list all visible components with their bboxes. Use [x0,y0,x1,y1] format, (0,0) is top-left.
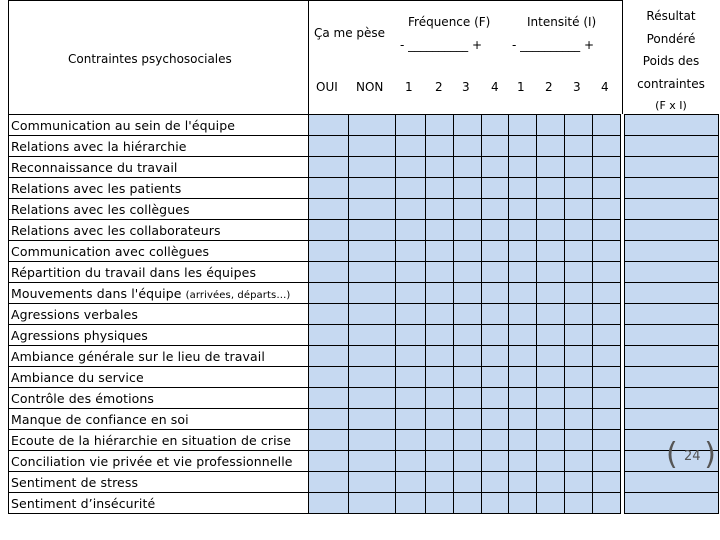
table-row [9,283,719,304]
frequency-cell[interactable] [482,346,509,367]
frequency-cell[interactable] [426,472,454,493]
intensity-cell[interactable] [537,346,565,367]
constraint-label-text: Mouvements dans l'équipe [11,285,182,301]
intensity-cell[interactable] [565,283,593,304]
intensity-scale: - __________ + [512,38,595,52]
constraint-label-text: Communication avec collègues [11,243,210,259]
frequency-cell[interactable] [396,451,426,472]
non-cell[interactable] [349,451,396,472]
table-row [9,493,719,514]
result-cell[interactable] [625,115,719,136]
frequency-cell[interactable] [396,346,426,367]
frequency-cell[interactable] [482,115,509,136]
intensity-cell[interactable] [565,220,593,241]
frequency-cell[interactable] [396,220,426,241]
intensity-cell[interactable] [565,451,593,472]
intensity-cell[interactable] [593,136,621,157]
constraint-label [9,262,309,283]
frequency-cell[interactable] [396,283,426,304]
frequency-cell[interactable] [454,409,482,430]
intensity-cell[interactable] [593,262,621,283]
non-cell[interactable] [349,346,396,367]
non-cell[interactable] [349,493,396,514]
intensity-cell[interactable] [537,409,565,430]
oui-cell[interactable] [309,493,349,514]
non-cell[interactable] [349,241,396,262]
non-cell[interactable] [349,472,396,493]
intensity-cell[interactable] [509,283,537,304]
constraint-label-text: Répartition du travail dans les équipes [11,264,257,280]
oui-cell[interactable] [309,346,349,367]
intensity-cell[interactable] [593,115,621,136]
non-cell[interactable] [349,220,396,241]
table-row [9,388,719,409]
result-cell[interactable] [625,367,719,388]
frequency-cell[interactable] [426,199,454,220]
intensity-level-1: 1 [517,80,525,94]
frequency-cell[interactable] [396,304,426,325]
frequency-cell[interactable] [454,388,482,409]
constraint-label [9,493,309,514]
intensity-cell[interactable] [509,493,537,514]
result-cell[interactable] [625,136,719,157]
intensity-cell[interactable] [565,136,593,157]
frequency-cell[interactable] [482,472,509,493]
constraint-label-text: Manque de confiance en soi [11,411,189,427]
header-divider-result [622,0,623,114]
intensity-cell[interactable] [537,241,565,262]
constraint-label [9,430,309,451]
intensity-cell[interactable] [565,115,593,136]
constraint-label-text: Contrôle des émotions [11,390,155,406]
result-line-5: (F x I) [655,99,687,112]
intensity-cell[interactable] [593,241,621,262]
constraint-label-text: Conciliation vie privée et vie professionnelle [11,453,293,469]
intensity-cell[interactable] [565,241,593,262]
intensity-cell[interactable] [509,325,537,346]
oui-cell[interactable] [309,262,349,283]
constraint-label [9,199,309,220]
frequency-cell[interactable] [396,430,426,451]
oui-cell[interactable] [309,304,349,325]
table-row [9,325,719,346]
frequency-cell[interactable] [482,409,509,430]
result-cell[interactable] [625,304,719,325]
intensity-cell[interactable] [509,388,537,409]
frequency-cell[interactable] [396,472,426,493]
constraint-label [9,283,309,304]
frequency-cell[interactable] [426,367,454,388]
frequency-cell[interactable] [454,178,482,199]
constraint-label-text: Relations avec la hiérarchie [11,138,187,154]
intensity-cell[interactable] [593,367,621,388]
non-cell[interactable] [349,367,396,388]
constraint-label-text: Relations avec les collaborateurs [11,222,221,238]
constraint-label-text: Agressions physiques [11,327,148,343]
frequency-cell[interactable] [454,115,482,136]
frequency-cell[interactable] [454,472,482,493]
frequency-cell[interactable] [426,241,454,262]
oui-cell[interactable] [309,283,349,304]
constraint-label-text: Sentiment de stress [11,474,139,490]
oui-header: OUI [316,80,338,94]
non-cell[interactable] [349,115,396,136]
frequency-cell[interactable] [426,388,454,409]
intensity-cell[interactable] [537,157,565,178]
intensity-cell[interactable] [593,430,621,451]
frequency-cell[interactable] [396,325,426,346]
intensity-cell[interactable] [537,262,565,283]
oui-cell[interactable] [309,325,349,346]
table-row [9,304,719,325]
frequency-level-2: 2 [435,80,443,94]
oui-cell[interactable] [309,115,349,136]
non-cell[interactable] [349,136,396,157]
intensity-cell[interactable] [593,325,621,346]
intensity-cell[interactable] [537,136,565,157]
table-row [9,178,719,199]
result-cell[interactable] [625,262,719,283]
result-cell[interactable] [625,241,719,262]
non-cell[interactable] [349,178,396,199]
intensity-cell[interactable] [565,367,593,388]
intensity-cell[interactable] [565,157,593,178]
intensity-cell[interactable] [565,409,593,430]
frequency-cell[interactable] [454,451,482,472]
constraint-label [9,346,309,367]
frequency-cell[interactable] [454,157,482,178]
intensity-cell[interactable] [565,199,593,220]
constraint-label-text: Ambiance générale sur le lieu de travail [11,348,265,364]
intensity-header: Intensité (I) [527,15,597,29]
result-cell[interactable] [625,199,719,220]
result-cell[interactable] [625,283,719,304]
constraint-label [9,115,309,136]
frequency-cell[interactable] [396,136,426,157]
intensity-cell[interactable] [509,136,537,157]
frequency-cell[interactable] [482,199,509,220]
result-cell[interactable] [625,388,719,409]
non-cell[interactable] [349,409,396,430]
table-row [9,472,719,493]
frequency-cell[interactable] [482,493,509,514]
frequency-cell[interactable] [426,430,454,451]
intensity-cell[interactable] [593,451,621,472]
constraint-label [9,409,309,430]
frequency-cell[interactable] [426,325,454,346]
intensity-cell[interactable] [509,430,537,451]
oui-cell[interactable] [309,409,349,430]
constraint-label [9,178,309,199]
table-row [9,346,719,367]
intensity-level-2: 2 [545,80,553,94]
result-cell[interactable] [625,493,719,514]
result-cell[interactable] [625,346,719,367]
constraint-label [9,451,309,472]
frequency-header: Fréquence (F) [408,15,491,29]
intensity-cell[interactable] [509,241,537,262]
intensity-cell[interactable] [509,262,537,283]
frequency-cell[interactable] [426,178,454,199]
frequency-cell[interactable] [426,220,454,241]
constraint-label [9,367,309,388]
intensity-cell[interactable] [537,178,565,199]
result-cell[interactable] [625,157,719,178]
intensity-cell[interactable] [509,199,537,220]
intensity-cell[interactable] [537,325,565,346]
intensity-cell[interactable] [537,493,565,514]
constraint-label-text: Relations avec les collègues [11,201,190,217]
frequency-cell[interactable] [426,451,454,472]
frequency-cell[interactable] [482,304,509,325]
intensity-cell[interactable] [509,220,537,241]
frequency-cell[interactable] [454,430,482,451]
frequency-cell[interactable] [482,325,509,346]
frequency-cell[interactable] [396,178,426,199]
frequency-cell[interactable] [482,451,509,472]
constraint-label-text: Reconnaissance du travail [11,159,178,175]
frequency-cell[interactable] [482,388,509,409]
table-row [9,430,719,451]
intensity-cell[interactable] [509,304,537,325]
frequency-cell[interactable] [482,178,509,199]
non-header: NON [356,80,384,94]
intensity-cell[interactable] [509,178,537,199]
frequency-cell[interactable] [454,367,482,388]
intensity-cell[interactable] [565,493,593,514]
oui-cell[interactable] [309,472,349,493]
result-line-2: Pondéré [646,31,696,46]
constraint-label-text: Communication au sein de l'équipe [11,117,236,133]
page-number [662,437,718,472]
constraints-table [8,114,719,514]
result-cell[interactable] [625,178,719,199]
intensity-cell[interactable] [509,346,537,367]
result-header [626,5,716,118]
table-row [9,136,719,157]
oui-cell[interactable] [309,136,349,157]
non-cell[interactable] [349,262,396,283]
frequency-cell[interactable] [454,493,482,514]
table-row [9,241,719,262]
non-cell[interactable] [349,388,396,409]
intensity-cell[interactable] [565,178,593,199]
intensity-cell[interactable] [593,220,621,241]
intensity-cell[interactable] [593,283,621,304]
non-cell[interactable] [349,325,396,346]
constraint-label [9,136,309,157]
frequency-cell[interactable] [396,367,426,388]
constraint-label-text: Ambiance du service [11,369,144,385]
constraint-label [9,304,309,325]
non-cell[interactable] [349,157,396,178]
frequency-cell[interactable] [426,283,454,304]
intensity-cell[interactable] [593,178,621,199]
intensity-cell[interactable] [537,115,565,136]
frequency-cell[interactable] [482,136,509,157]
constraint-label [9,325,309,346]
frequency-cell[interactable] [426,157,454,178]
header-border-left [8,0,9,114]
result-cell[interactable] [625,325,719,346]
intensity-cell[interactable] [593,304,621,325]
intensity-level-3: 3 [573,80,581,94]
constraint-label [9,241,309,262]
intensity-cell[interactable] [593,409,621,430]
oui-cell[interactable] [309,367,349,388]
result-line-4: contraintes [637,76,705,91]
result-line-3: Poids des [642,54,700,68]
constraint-label-text: Sentiment d’insécurité [11,495,156,511]
constraint-label [9,388,309,409]
result-cell[interactable] [625,409,719,430]
intensity-cell[interactable] [509,472,537,493]
frequency-cell[interactable] [396,262,426,283]
intensity-cell[interactable] [565,472,593,493]
frequency-cell[interactable] [426,409,454,430]
frequency-cell[interactable] [482,262,509,283]
non-cell[interactable] [349,283,396,304]
constraint-label-note: (arrivées, départs…) [185,289,291,301]
constraint-label [9,220,309,241]
intensity-cell[interactable] [537,472,565,493]
non-cell[interactable] [349,304,396,325]
result-cell[interactable] [625,472,719,493]
intensity-cell[interactable] [509,157,537,178]
intensity-cell[interactable] [593,472,621,493]
frequency-cell[interactable] [482,220,509,241]
frequency-cell[interactable] [482,241,509,262]
frequency-cell[interactable] [482,283,509,304]
frequency-level-1: 1 [405,80,413,94]
intensity-cell[interactable] [565,430,593,451]
frequency-cell[interactable] [426,115,454,136]
frequency-cell[interactable] [454,220,482,241]
oui-cell[interactable] [309,199,349,220]
intensity-cell[interactable] [593,157,621,178]
table-row [9,262,719,283]
header-divider-weighs [308,0,309,114]
intensity-cell[interactable] [593,388,621,409]
frequency-cell[interactable] [426,262,454,283]
intensity-cell[interactable] [537,388,565,409]
result-cell[interactable] [625,220,719,241]
constraint-label [9,472,309,493]
oui-cell[interactable] [309,241,349,262]
frequency-cell[interactable] [454,346,482,367]
table-row [9,157,719,178]
frequency-cell[interactable] [396,115,426,136]
frequency-cell[interactable] [426,304,454,325]
intensity-cell[interactable] [565,304,593,325]
frequency-cell[interactable] [396,157,426,178]
intensity-level-4: 4 [601,80,609,94]
table-row [9,220,719,241]
frequency-cell[interactable] [396,493,426,514]
weighs-header: Ça me pèse [314,26,386,40]
constraint-label-text: Agressions verbales [11,306,138,322]
intensity-cell[interactable] [593,199,621,220]
page-bracket-left: ( [666,437,678,472]
frequency-cell[interactable] [426,346,454,367]
intensity-cell[interactable] [537,283,565,304]
header-border-top [8,0,622,1]
frequency-cell[interactable] [396,241,426,262]
frequency-cell[interactable] [396,199,426,220]
intensity-cell[interactable] [537,367,565,388]
frequency-level-3: 3 [462,80,470,94]
intensity-cell[interactable] [537,304,565,325]
frequency-cell[interactable] [454,262,482,283]
constraint-label-text: Relations avec les patients [11,180,182,196]
intensity-cell[interactable] [593,346,621,367]
table-row [9,367,719,388]
intensity-cell[interactable] [537,430,565,451]
frequency-cell[interactable] [396,388,426,409]
oui-cell[interactable] [309,451,349,472]
intensity-cell[interactable] [509,115,537,136]
oui-cell[interactable] [309,430,349,451]
intensity-cell[interactable] [537,451,565,472]
intensity-cell[interactable] [509,409,537,430]
intensity-cell[interactable] [565,325,593,346]
frequency-cell[interactable] [426,136,454,157]
frequency-cell[interactable] [396,409,426,430]
frequency-cell[interactable] [426,493,454,514]
table-row [9,199,719,220]
frequency-cell[interactable] [482,157,509,178]
intensity-cell[interactable] [509,367,537,388]
intensity-cell[interactable] [509,451,537,472]
non-cell[interactable] [349,199,396,220]
frequency-scale: - __________ + [400,38,483,52]
oui-cell[interactable] [309,178,349,199]
frequency-cell[interactable] [454,136,482,157]
intensity-cell[interactable] [565,262,593,283]
constraint-label-text: Ecoute de la hiérarchie en situation de crise [11,432,292,448]
frequency-cell[interactable] [454,325,482,346]
frequency-cell[interactable] [482,430,509,451]
result-line-1: Résultat [646,9,696,23]
page-bracket-right: ) [704,437,716,472]
frequency-cell[interactable] [454,283,482,304]
table-row [9,115,719,136]
frequency-cell[interactable] [454,199,482,220]
intensity-cell[interactable] [593,493,621,514]
frequency-cell[interactable] [482,367,509,388]
table-row [9,451,719,472]
frequency-cell[interactable] [454,304,482,325]
non-cell[interactable] [349,430,396,451]
intensity-cell[interactable] [537,199,565,220]
intensity-cell[interactable] [565,388,593,409]
page-number-value: 24 [684,449,701,464]
constraint-label [9,157,309,178]
frequency-cell[interactable] [454,241,482,262]
intensity-cell[interactable] [565,346,593,367]
oui-cell[interactable] [309,220,349,241]
table-row [9,409,719,430]
oui-cell[interactable] [309,388,349,409]
frequency-level-4: 4 [491,80,499,94]
constraints-header: Contraintes psychosociales [68,52,232,66]
oui-cell[interactable] [309,157,349,178]
intensity-cell[interactable] [537,220,565,241]
